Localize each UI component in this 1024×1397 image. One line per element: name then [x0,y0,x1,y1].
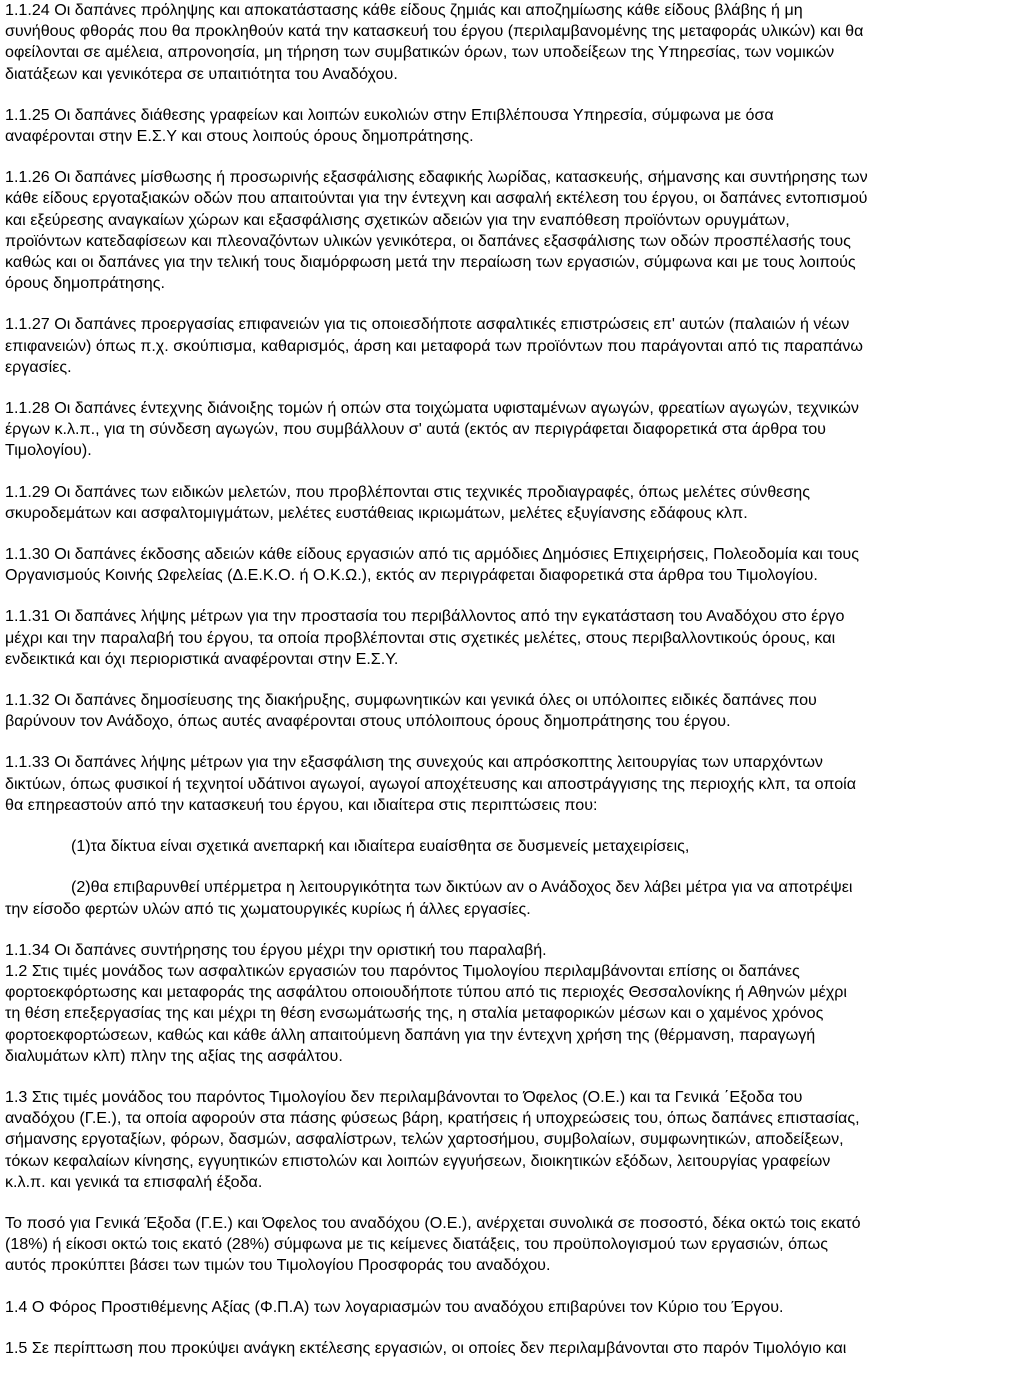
paragraph-1-3: 1.3 Στις τιμές μονάδος του παρόντος Τιμολογίου δεν περιλαμβάνονται το Όφελος (Ο.Ε.) και τα Γενικά ΄Εξοδα του αναδόχου (Γ.Ε.), τα οποία αφορούν στα πάσης φύσεως βάρη, κρατήσεις ή υποχρεώσεις του, όπως δαπάνες επιστασίας, σήμανσης εργοταξίων, φόρων, δασμών, ασφαλίστρων, τελών χαρτοσήμου, συμβολαίων, συμφωνητικών, αποδείξεων, τόκων κεφαλαίων κίνησης, εγγυητικών επιστολών και λοιπών εγγυήσεων, διοικητικών εξόδων, λειτουργίας γραφείων κ.λ.π. και γενικά τα επισφαλή έξοδα. [5,1087,860,1191]
paragraph-1-2: 1.2 Στις τιμές μονάδος των ασφαλτικών εργασιών του παρόντος Τιμολογίου περιλαμβάνονται επίσης οι δαπάνες φορτοεκφόρτωσης και μεταφοράς της ασφάλτου οποιουδήποτε τύπου από τις περιοχές Θεσσαλονίκης ή Αθηνών μέχρι τη θέση επεξεργασίας της και μέχρι τη θέση ενσωμάτωσής της, η σταλία μεταφορικών μέσων και ο χαμένος χρόνος φορτοεκφορτώσεων, καθώς και κάθε άλλη απαιτούμενη δαπάνη για την έντεχνη χρήση της (θέρμανση, παραγωγή διαλυμάτων κλπ) πλην της αξίας της ασφάλτου. [5,961,848,1065]
paragraph-1-1-33: 1.1.33 Οι δαπάνες λήψης μέτρων για την εξασφάλιση της συνεχούς και απρόσκοπτης λειτουργίας των υπαρχόντων δικτύων, όπως φυσικοί ή τεχνητοί υδάτινοι αγωγοί, αγωγοί αποχέτευσης και αποστράγγισης της περιοχής κλπ, τα οποία θα επηρεαστούν από την κατασκευή του έργου, και ιδιαίτερα στις περιπτώσεις που: [5,753,857,814]
paragraph-1-5: 1.5 Σε περίπτωση που προκύψει ανάγκη εκτέλεσης εργασιών, οι οποίες δεν περιλαμβάνονται στο παρόν Τιμολόγιο και [5,1338,847,1357]
paragraph-1-1-29: 1.1.29 Οι δαπάνες των ειδικών μελετών, που προβλέπονται στις τεχνικές προδιαγραφές, όπως μελέτες σύνθεσης σκυροδεμάτων και ασφαλτομιγμάτων, μελέτες ευστάθειας ικριωμάτων, μελέτες εξυγίανσης εδάφους κλπ. [5,482,810,522]
paragraph-1-1-30: 1.1.30 Οι δαπάνες έκδοσης αδειών κάθε είδους εργασιών από τις αρμόδιες Δημόσιες Επιχειρήσεις, Πολεοδομία και τους Οργανισμούς Κοινής Ωφελείας (Δ.Ε.Κ.Ο. ή Ο.Κ.Ω.), εκτός αν περιγράφεται διαφορετικά στα άρθρα του Τιμολογίου. [5,545,859,585]
paragraph-1-1-33-item-2: (2)θα επιβαρυνθεί υπέρμετρα η λειτουργικότητα των δικτύων αν ο Ανάδοχος δεν λάβει μέτρα για να αποτρέψει την είσοδο φερτών υλών από τις χωματουργικές κυρίως ή άλλες εργασίες. [5,878,853,918]
paragraph-1-1-33-item-1: (1)τα δίκτυα είναι σχετικά ανεπαρκή και ιδιαίτερα ευαίσθητα σε δυσμενείς μεταχειρίσεις, [71,837,690,856]
paragraph-1-1-34: 1.1.34 Οι δαπάνες συντήρησης του έργου μέχρι την οριστική του παραλαβή. [5,940,547,959]
paragraph-overhead-profit: Το ποσό για Γενικά Έξοδα (Γ.Ε.) και Όφελος του αναδόχου (Ο.Ε.), ανέρχεται συνολικά σε ποσοστό, δέκα οκτώ τοις εκατό (18%) ή είκοσι οκτώ τοις εκατό (28%) σύμφωνα με τις κείμενες διατάξεις, του προϋπολογισμού των εργασιών, όπως αυτός προκύπτει βάσει των τιμών του Τιμολογίου Προσφοράς του αναδόχου. [5,1213,861,1275]
paragraph-1-1-31: 1.1.31 Οι δαπάνες λήψης μέτρων για την προστασία του περιβάλλοντος από την εγκατάσταση του Αναδόχου στο έργο μέχρι και την παραλαβή του έργου, τα οποία προβλέπονται στις σχετικές μελέτες, στους περιβαλλοντικούς όρους, και ενδεικτικά και όχι περιοριστικά αναφέρονται στην Ε.Σ.Υ. [5,607,845,668]
document-page [5,0,1019,1379]
paragraph-1-1-27: 1.1.27 Οι δαπάνες προεργασίας επιφανειών για τις οποιεσδήποτε ασφαλτικές επιστρώσεις επ' αυτών (παλαιών ή νέων επιφανειών) όπως π.χ. σκούπισμα, καθαρισμός, άρση και μεταφορά των προϊόντων που παράγονται από τις παραπάνω εργασίες. [5,315,863,376]
paragraph-1-1-28: 1.1.28 Οι δαπάνες έντεχνης διάνοιξης τομών ή οπών στα τοιχώματα υφισταμένων αγωγών, φρεατίων αγωγών, τεχνικών έργων κ.λ.π., για τη σύνδεση αγωγών, που συμβάλλουν σ' αυτά (εκτός αν περιγράφεται διαφορετικά στα άρθρα του Τιμολογίου). [5,399,859,460]
paragraph-1-1-25: 1.1.25 Οι δαπάνες διάθεσης γραφείων και λοιπών ευκολιών στην Επιβλέπουσα Υπηρεσία, σύμφωνα με όσα αναφέρονται στην Ε.Σ.Υ και στους λοιπούς όρους δημοπράτησης. [5,105,774,146]
paragraph-1-4: 1.4 Ο Φόρος Προστιθέμενης Αξίας (Φ.Π.Α) των λογαριασμών του αναδόχου επιβαρύνει τον Κύριο του Έργου. [5,1297,784,1316]
paragraph-1-1-26: 1.1.26 Οι δαπάνες μίσθωσης ή προσωρινής εξασφάλισης εδαφικής λωρίδας, κατασκευής, σήμανσης και συντήρησης των κάθε είδους εργοταξιακών οδών που απαιτούνται για την έντεχνη και ασφαλή εκτέλεση του έργου, οι δαπάνες εντοπισμού και εξεύρεσης αναγκαίων χώρων και εξασφάλισης σχετικών αδειών για την εναπόθεση προϊόντων ορυγμάτων, προϊόντων κατεδαφίσεων και πλεοναζόντων υλικών γενικότερα, οι δαπάνες εξασφάλισης των οδών προσπέλασής τους καθώς και οι δαπάνες για την τελική τους διαμόρφωση μετά την περαίωση των εργασιών, σύμφωνα και με τους λοιπούς όρους δημοπράτησης. [5,168,868,293]
paragraph-1-1-24: 1.1.24 Οι δαπάνες πρόληψης και αποκατάστασης κάθε είδους ζημιάς και αποζημίωσης κάθε είδους βλάβης ή μη συνήθους φθοράς που θα προκληθούν κατά την κατασκευή του έργου (περιλαμβανομένης της μεταφοράς υλικών) και θα οφείλονται σε αμέλεια, απρονοησία, μη τήρηση των συμβατικών όρων, των υποδείξεων της Υπηρεσίας, των νομικών διατάξεων και γενικότερα σε υπαιτιότητα του Αναδόχου. [5,1,864,83]
paragraph-1-1-32: 1.1.32 Οι δαπάνες δημοσίευσης της διακήρυξης, συμφωνητικών και γενικά όλες οι υπόλοιπες ειδικές δαπάνες που βαρύνουν τον Ανάδοχο, όπως αυτές αναφέρονται στους υπόλοιπους όρους δημοπράτησης του έργου. [5,691,817,731]
